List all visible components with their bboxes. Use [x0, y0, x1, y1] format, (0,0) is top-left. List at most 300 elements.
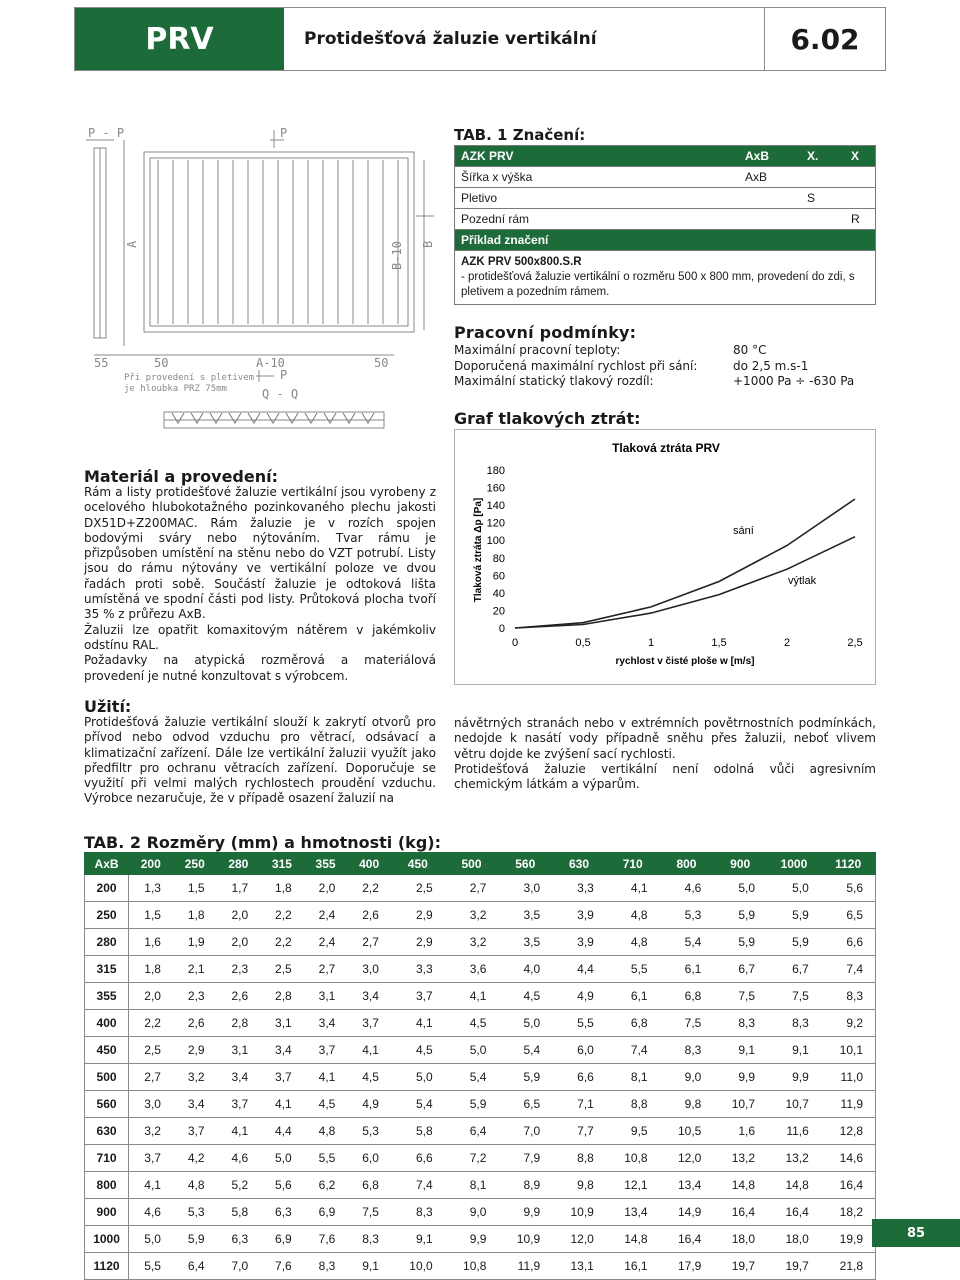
table-cell: 2,4 — [304, 902, 348, 929]
table-cell: 2,2 — [260, 902, 304, 929]
y-tick-label: 160 — [486, 482, 505, 495]
marking-table — [454, 145, 876, 305]
table-cell: 9,1 — [391, 1226, 445, 1253]
table-cell: 5,4 — [498, 1037, 552, 1064]
table-cell: 5,0 — [129, 1226, 173, 1253]
table-cell: 10,9 — [498, 1226, 552, 1253]
table-row — [85, 1199, 876, 1226]
table-row-header: 315 — [85, 956, 129, 983]
table-cell: 2,3 — [217, 956, 261, 983]
table-cell: 2,0 — [304, 875, 348, 902]
marking-row — [455, 230, 875, 251]
table-cell: 14,8 — [767, 1172, 821, 1199]
table-cell: 7,6 — [304, 1226, 348, 1253]
table-cell: 4,1 — [217, 1118, 261, 1145]
table-cell: 2,4 — [304, 929, 348, 956]
table-cell: 7,5 — [347, 1199, 391, 1226]
table-cell: 4,8 — [173, 1172, 217, 1199]
table-cell: 14,6 — [821, 1145, 876, 1172]
y-tick-label: 20 — [492, 605, 505, 618]
condition-label: Maximální pracovní teploty: — [454, 343, 621, 357]
table-cell: 9,9 — [713, 1064, 767, 1091]
x-tick-label: 1,5 — [711, 637, 727, 649]
x-axis-label: rychlost v čisté ploše w [m/s] — [615, 656, 755, 667]
table-cell: 2,8 — [217, 1010, 261, 1037]
marking-row — [455, 146, 875, 167]
marking-cell: AxB — [745, 149, 770, 163]
table-cell: 3,5 — [498, 902, 552, 929]
table-cell: 4,4 — [552, 956, 606, 983]
table-cell: 3,1 — [304, 983, 348, 1010]
table-cell: 10,0 — [391, 1253, 445, 1280]
y-tick-label: 40 — [492, 587, 505, 600]
drawing-label-50-right: 50 — [374, 356, 389, 370]
example-text: - protidešťová žaluzie vertikální o rozměru 500 x 800 mm, provedení do zdi, s pletivem a pozedním rámem. — [461, 271, 855, 298]
table-cell: 3,6 — [445, 956, 499, 983]
conditions-title: Pracovní podmínky: — [454, 323, 637, 342]
drawing-label-pp: P - P — [88, 126, 125, 140]
table-cell: 1,5 — [173, 875, 217, 902]
table-cell: 3,0 — [347, 956, 391, 983]
usage-text-left: Protidešťová žaluzie vertikální slouží k zakrytí otvorů pro přívod nebo odvod vzduchu pro větrací, odsávací a klimatizační zařízení. Dále lze vertikální žaluzii využít jako předfiltr pro ochranu větracích zařízení. Doporučuje se využití při velmi malých rychlostech proudění vzduchu. Výrobce nezaručuje, že v případě osazení žaluzií na — [84, 715, 436, 806]
table-cell: 6,9 — [260, 1226, 304, 1253]
table-cell: 19,7 — [713, 1253, 767, 1280]
table-row — [85, 875, 876, 902]
x-tick-label: 1 — [647, 637, 655, 649]
table-cell: 5,0 — [391, 1064, 445, 1091]
drawing-note-2: je hloubka PRZ 75mm — [124, 384, 227, 394]
table-cell: 1,7 — [217, 875, 261, 902]
table-cell: 2,9 — [173, 1037, 217, 1064]
table-cell: 6,6 — [391, 1145, 445, 1172]
table-cell: 14,8 — [713, 1172, 767, 1199]
table-cell: 3,4 — [260, 1037, 304, 1064]
table-cell: 10,5 — [660, 1118, 714, 1145]
table-cell: 2,9 — [391, 929, 445, 956]
table-cell: 4,0 — [498, 956, 552, 983]
table-cell: 5,3 — [347, 1118, 391, 1145]
table-cell: 18,2 — [821, 1199, 876, 1226]
table-cell: 4,1 — [445, 983, 499, 1010]
table-cell: 17,9 — [660, 1253, 714, 1280]
table-cell: 2,5 — [129, 1037, 173, 1064]
usage-text-right — [454, 716, 876, 792]
table-cell: 9,0 — [660, 1064, 714, 1091]
table-cell: 3,2 — [445, 902, 499, 929]
table-cell: 5,3 — [173, 1199, 217, 1226]
table-row-header: 630 — [85, 1118, 129, 1145]
table-column-header: 710 — [606, 853, 660, 875]
table-cell: 5,8 — [217, 1199, 261, 1226]
table-cell: 5,5 — [606, 956, 660, 983]
table-cell: 3,7 — [347, 1010, 391, 1037]
table-cell: 3,2 — [445, 929, 499, 956]
table-cell: 8,3 — [391, 1199, 445, 1226]
table-row-header: 800 — [85, 1172, 129, 1199]
table-cell: 5,9 — [713, 929, 767, 956]
table-cell: 2,7 — [129, 1064, 173, 1091]
x-tick-label: 2,5 — [847, 637, 863, 649]
table-cell: 9,9 — [445, 1226, 499, 1253]
table-cell: 8,8 — [606, 1091, 660, 1118]
table-cell: 2,9 — [391, 902, 445, 929]
table-cell: 11,0 — [821, 1064, 876, 1091]
table-cell: 2,6 — [217, 983, 261, 1010]
technical-drawing — [84, 120, 444, 440]
table-row — [85, 1145, 876, 1172]
table-cell: 6,8 — [606, 1010, 660, 1037]
table-row — [85, 902, 876, 929]
table-cell: 3,4 — [304, 1010, 348, 1037]
table-cell: 6,6 — [552, 1064, 606, 1091]
table-column-header: 900 — [713, 853, 767, 875]
table-cell: 7,5 — [660, 1010, 714, 1037]
y-tick-label: 100 — [486, 535, 505, 548]
table-row-header: 400 — [85, 1010, 129, 1037]
table-cell: 3,2 — [129, 1118, 173, 1145]
marking-cell: S — [807, 191, 816, 205]
table-cell: 11,6 — [767, 1118, 821, 1145]
table-cell: 8,1 — [445, 1172, 499, 1199]
table-cell: 4,1 — [391, 1010, 445, 1037]
table-cell: 4,6 — [660, 875, 714, 902]
page-title: Protidešťová žaluzie vertikální — [304, 29, 597, 49]
table-cell: 4,5 — [304, 1091, 348, 1118]
table-cell: 12,1 — [606, 1172, 660, 1199]
table-cell: 19,9 — [821, 1226, 876, 1253]
blade-section — [343, 413, 355, 423]
table-cell: 9,9 — [767, 1064, 821, 1091]
marking-cell: AxB — [745, 170, 768, 184]
table-cell: 7,2 — [445, 1145, 499, 1172]
table-cell: 2,6 — [173, 1010, 217, 1037]
drawing-label-50-left: 50 — [154, 356, 169, 370]
table-cell: 5,5 — [129, 1253, 173, 1280]
table-cell: 9,9 — [498, 1199, 552, 1226]
table-row-header: 200 — [85, 875, 129, 902]
tab1-title: TAB. 1 Značení: — [454, 126, 586, 144]
material-paragraph: Rám a listy protidešťové žaluzie vertikální jsou vyrobeny z ocelového hlubokotažného pozinkovaného plechu jakosti DX51D+Z200MAC. Rám žaluzie je v rozích spojen bodovými sváry nebo nýtováním. Tvar rámu je přizpůsoben umístění na stěnu nebo do VZT potrubí. Listy jsou do rámu nýtovány ve vertikální poloze ve dvou řadách proti sobě. Součástí žaluzie je odtoková lišta umístěná ve spodní části pod listy. Průtoková plocha tvoří 35 % z průřezu AxB. — [84, 485, 436, 622]
table-cell: 6,8 — [347, 1172, 391, 1199]
table-cell: 5,5 — [552, 1010, 606, 1037]
table-cell: 6,9 — [304, 1199, 348, 1226]
table-row — [85, 956, 876, 983]
y-tick-label: 180 — [486, 465, 505, 477]
table-cell: 3,3 — [552, 875, 606, 902]
condition-row — [454, 343, 854, 359]
table-cell: 3,7 — [217, 1091, 261, 1118]
table-cell: 7,7 — [552, 1118, 606, 1145]
table-cell: 7,5 — [767, 983, 821, 1010]
blade-section — [191, 413, 203, 423]
blade-section — [210, 413, 222, 423]
blade-section — [305, 413, 317, 423]
example-code: AZK PRV 500x800.S.R — [461, 256, 582, 268]
table-cell: 9,8 — [552, 1172, 606, 1199]
blade-section — [229, 413, 241, 423]
table-column-header: 280 — [217, 853, 261, 875]
table-cell: 5,4 — [660, 929, 714, 956]
table-cell: 16,4 — [713, 1199, 767, 1226]
table-row — [85, 1091, 876, 1118]
table-cell: 11,9 — [498, 1253, 552, 1280]
table-cell: 2,2 — [129, 1010, 173, 1037]
table-cell: 2,8 — [260, 983, 304, 1010]
table-cell: 11,9 — [821, 1091, 876, 1118]
table-cell: 1,8 — [173, 902, 217, 929]
table-cell: 5,9 — [767, 929, 821, 956]
usage-title: Užití: — [84, 697, 132, 716]
y-tick-label: 120 — [486, 517, 505, 530]
table-row — [85, 929, 876, 956]
table-cell: 10,8 — [445, 1253, 499, 1280]
series-label: výtlak — [788, 575, 817, 587]
table-row-header: 500 — [85, 1064, 129, 1091]
table-row — [85, 1118, 876, 1145]
table-cell: 12,0 — [660, 1145, 714, 1172]
tab2-title: TAB. 2 Rozměry (mm) a hmotnosti (kg): — [84, 833, 441, 852]
table-cell: 5,9 — [767, 902, 821, 929]
conditions-list — [454, 343, 854, 390]
table-cell: 1,8 — [129, 956, 173, 983]
table-cell: 8,8 — [552, 1145, 606, 1172]
table-cell: 4,8 — [606, 902, 660, 929]
table-cell: 2,3 — [173, 983, 217, 1010]
table-cell: 4,1 — [347, 1037, 391, 1064]
table-cell: 2,0 — [217, 902, 261, 929]
table-cell: 10,8 — [606, 1145, 660, 1172]
table-cell: 6,4 — [173, 1253, 217, 1280]
table-cell: 1,9 — [173, 929, 217, 956]
table-column-header: 630 — [552, 853, 606, 875]
table-cell: 4,5 — [391, 1037, 445, 1064]
table-cell: 5,0 — [445, 1037, 499, 1064]
y-axis-label: Tlaková ztráta Δp [Pa] — [473, 497, 484, 603]
table-cell: 13,4 — [660, 1172, 714, 1199]
table-cell: 6,5 — [498, 1091, 552, 1118]
x-tick-label: 0,5 — [575, 637, 591, 649]
marking-cell: Příklad značení — [461, 233, 549, 247]
table-cell: 3,4 — [347, 983, 391, 1010]
series-label: sání — [733, 525, 754, 537]
table-cell: 8,3 — [347, 1226, 391, 1253]
table-cell: 2,7 — [445, 875, 499, 902]
table-cell: 6,7 — [767, 956, 821, 983]
table-cell: 7,4 — [821, 956, 876, 983]
table-cell: 8,3 — [660, 1037, 714, 1064]
table-cell: 2,0 — [217, 929, 261, 956]
table-cell: 5,0 — [767, 875, 821, 902]
table-cell: 10,1 — [821, 1037, 876, 1064]
condition-label: Maximální statický tlakový rozdíl: — [454, 374, 654, 388]
table-cell: 6,3 — [217, 1226, 261, 1253]
table-cell: 16,4 — [821, 1172, 876, 1199]
table-cell: 1,5 — [129, 902, 173, 929]
condition-row — [454, 374, 854, 390]
table-cell: 6,2 — [304, 1172, 348, 1199]
marking-row — [455, 188, 875, 209]
table-cell: 5,9 — [173, 1226, 217, 1253]
table-cell: 16,4 — [660, 1226, 714, 1253]
drawing-label-b: B — [421, 240, 435, 248]
table-cell: 4,2 — [173, 1145, 217, 1172]
table-cell: 2,2 — [260, 929, 304, 956]
page-header — [74, 7, 886, 71]
table-cell: 13,2 — [767, 1145, 821, 1172]
table-row-header: 250 — [85, 902, 129, 929]
table-cell: 4,5 — [347, 1064, 391, 1091]
table-cell: 7,0 — [217, 1253, 261, 1280]
table-cell: 8,3 — [767, 1010, 821, 1037]
table-cell: 12,0 — [552, 1226, 606, 1253]
chart-title: Tlaková ztráta PRV — [612, 441, 720, 455]
drawing-note-1: Při provedení s pletivem — [124, 373, 255, 383]
table-column-header: 200 — [129, 853, 173, 875]
table-row-header: 355 — [85, 983, 129, 1010]
table-cell: 6,0 — [552, 1037, 606, 1064]
table-cell: 3,3 — [391, 956, 445, 983]
blade-section — [248, 413, 260, 423]
marking-cell: Šířka x výška — [461, 170, 533, 184]
table-cell: 4,6 — [129, 1199, 173, 1226]
table-cell: 3,7 — [260, 1064, 304, 1091]
table-cell: 7,5 — [713, 983, 767, 1010]
y-tick-label: 80 — [492, 552, 505, 565]
table-cell: 3,0 — [498, 875, 552, 902]
table-header-row — [85, 853, 876, 875]
blade-section — [286, 413, 298, 423]
drawing-label-a: A — [125, 240, 139, 248]
table-cell: 1,6 — [713, 1118, 767, 1145]
table-cell: 6,1 — [660, 956, 714, 983]
table-column-header: 560 — [498, 853, 552, 875]
table-cell: 13,1 — [552, 1253, 606, 1280]
table-cell: 4,6 — [217, 1145, 261, 1172]
table-cell: 9,1 — [767, 1037, 821, 1064]
table-row-header: 1120 — [85, 1253, 129, 1280]
table-cell: 6,6 — [821, 929, 876, 956]
pressure-loss-chart — [454, 429, 876, 685]
table-cell: 3,7 — [391, 983, 445, 1010]
product-code: PRV — [75, 8, 284, 70]
blade-section — [324, 413, 336, 423]
marking-row — [455, 167, 875, 188]
drawing-label-55: 55 — [94, 356, 109, 370]
table-cell: 5,5 — [304, 1145, 348, 1172]
drawing-label-a10: A-10 — [256, 356, 285, 370]
table-cell: 6,4 — [445, 1118, 499, 1145]
marking-row — [455, 209, 875, 230]
material-text — [84, 485, 436, 684]
table-cell: 4,1 — [606, 875, 660, 902]
table-cell: 2,0 — [129, 983, 173, 1010]
table-cell: 2,2 — [347, 875, 391, 902]
table-column-header: 355 — [304, 853, 348, 875]
table-cell: 5,6 — [821, 875, 876, 902]
table-cell: 1,6 — [129, 929, 173, 956]
y-tick-label: 140 — [486, 500, 505, 513]
table-cell: 5,4 — [445, 1064, 499, 1091]
table-cell: 4,8 — [304, 1118, 348, 1145]
condition-row — [454, 359, 854, 375]
table-cell: 4,1 — [304, 1064, 348, 1091]
y-tick-label: 60 — [492, 570, 505, 583]
table-cell: 5,9 — [445, 1091, 499, 1118]
marking-cell: AZK PRV — [461, 149, 514, 163]
table-cell: 3,7 — [173, 1118, 217, 1145]
table-cell: 2,5 — [391, 875, 445, 902]
table-cell: 6,5 — [821, 902, 876, 929]
blade-section — [172, 413, 184, 423]
table-cell: 1,8 — [260, 875, 304, 902]
marking-cell: X. — [807, 149, 819, 163]
table-row-header: 280 — [85, 929, 129, 956]
table-cell: 3,7 — [304, 1037, 348, 1064]
table-cell: 8,3 — [821, 983, 876, 1010]
marking-cell: X — [851, 149, 860, 163]
table-cell: 2,1 — [173, 956, 217, 983]
table-cell: 21,8 — [821, 1253, 876, 1280]
table-cell: 7,4 — [606, 1037, 660, 1064]
table-row-header: 450 — [85, 1037, 129, 1064]
table-cell: 6,0 — [347, 1145, 391, 1172]
table-cell: 3,9 — [552, 902, 606, 929]
table-cell: 8,3 — [713, 1010, 767, 1037]
table-cell: 7,0 — [498, 1118, 552, 1145]
table-cell: 9,8 — [660, 1091, 714, 1118]
table-column-header: 1000 — [767, 853, 821, 875]
table-column-header: 250 — [173, 853, 217, 875]
table-cell: 2,7 — [347, 929, 391, 956]
drawing-label-qq: Q - Q — [262, 387, 299, 401]
table-row — [85, 983, 876, 1010]
usage-paragraph: návětrných stranách nebo v extrémních povětrnostních podmínkách, nedojde k nasátí vody případně sněhu přes žaluzii, neboť vlivem větru dojde ke zvýšení sací rychlosti. — [454, 716, 876, 761]
table-cell: 13,2 — [713, 1145, 767, 1172]
table-cell: 2,6 — [347, 902, 391, 929]
table-cell: 4,9 — [552, 983, 606, 1010]
table-cell: 6,8 — [660, 983, 714, 1010]
table-cell: 5,9 — [713, 902, 767, 929]
graph-title: Graf tlakových ztrát: — [454, 409, 641, 428]
dimensions-table — [84, 852, 876, 1280]
y-tick-label: 0 — [498, 623, 505, 635]
table-cell: 8,1 — [606, 1064, 660, 1091]
table-cell: 13,4 — [606, 1199, 660, 1226]
table-cell: 3,1 — [217, 1037, 261, 1064]
blade-section — [267, 413, 279, 423]
table-cell: 9,1 — [347, 1253, 391, 1280]
table-row-header: 710 — [85, 1145, 129, 1172]
table-cell: 7,1 — [552, 1091, 606, 1118]
table-cell: 9,0 — [445, 1199, 499, 1226]
usage-paragraph: Protidešťová žaluzie vertikální není odolná vůči agresivním chemickým látkám a výparům. — [454, 761, 876, 792]
table-cell: 18,0 — [767, 1226, 821, 1253]
table-cell: 2,7 — [304, 956, 348, 983]
table-cell: 3,5 — [498, 929, 552, 956]
table-cell: 4,1 — [260, 1091, 304, 1118]
table-cell: 8,9 — [498, 1172, 552, 1199]
table-cell: 4,9 — [347, 1091, 391, 1118]
table-row — [85, 1226, 876, 1253]
table-cell: 4,5 — [445, 1010, 499, 1037]
table-cell: 12,8 — [821, 1118, 876, 1145]
page-number: 85 — [872, 1219, 960, 1247]
table-cell: 10,7 — [767, 1091, 821, 1118]
table-row — [85, 1037, 876, 1064]
table-row — [85, 1172, 876, 1199]
table-cell: 3,2 — [173, 1064, 217, 1091]
table-cell: 7,4 — [391, 1172, 445, 1199]
